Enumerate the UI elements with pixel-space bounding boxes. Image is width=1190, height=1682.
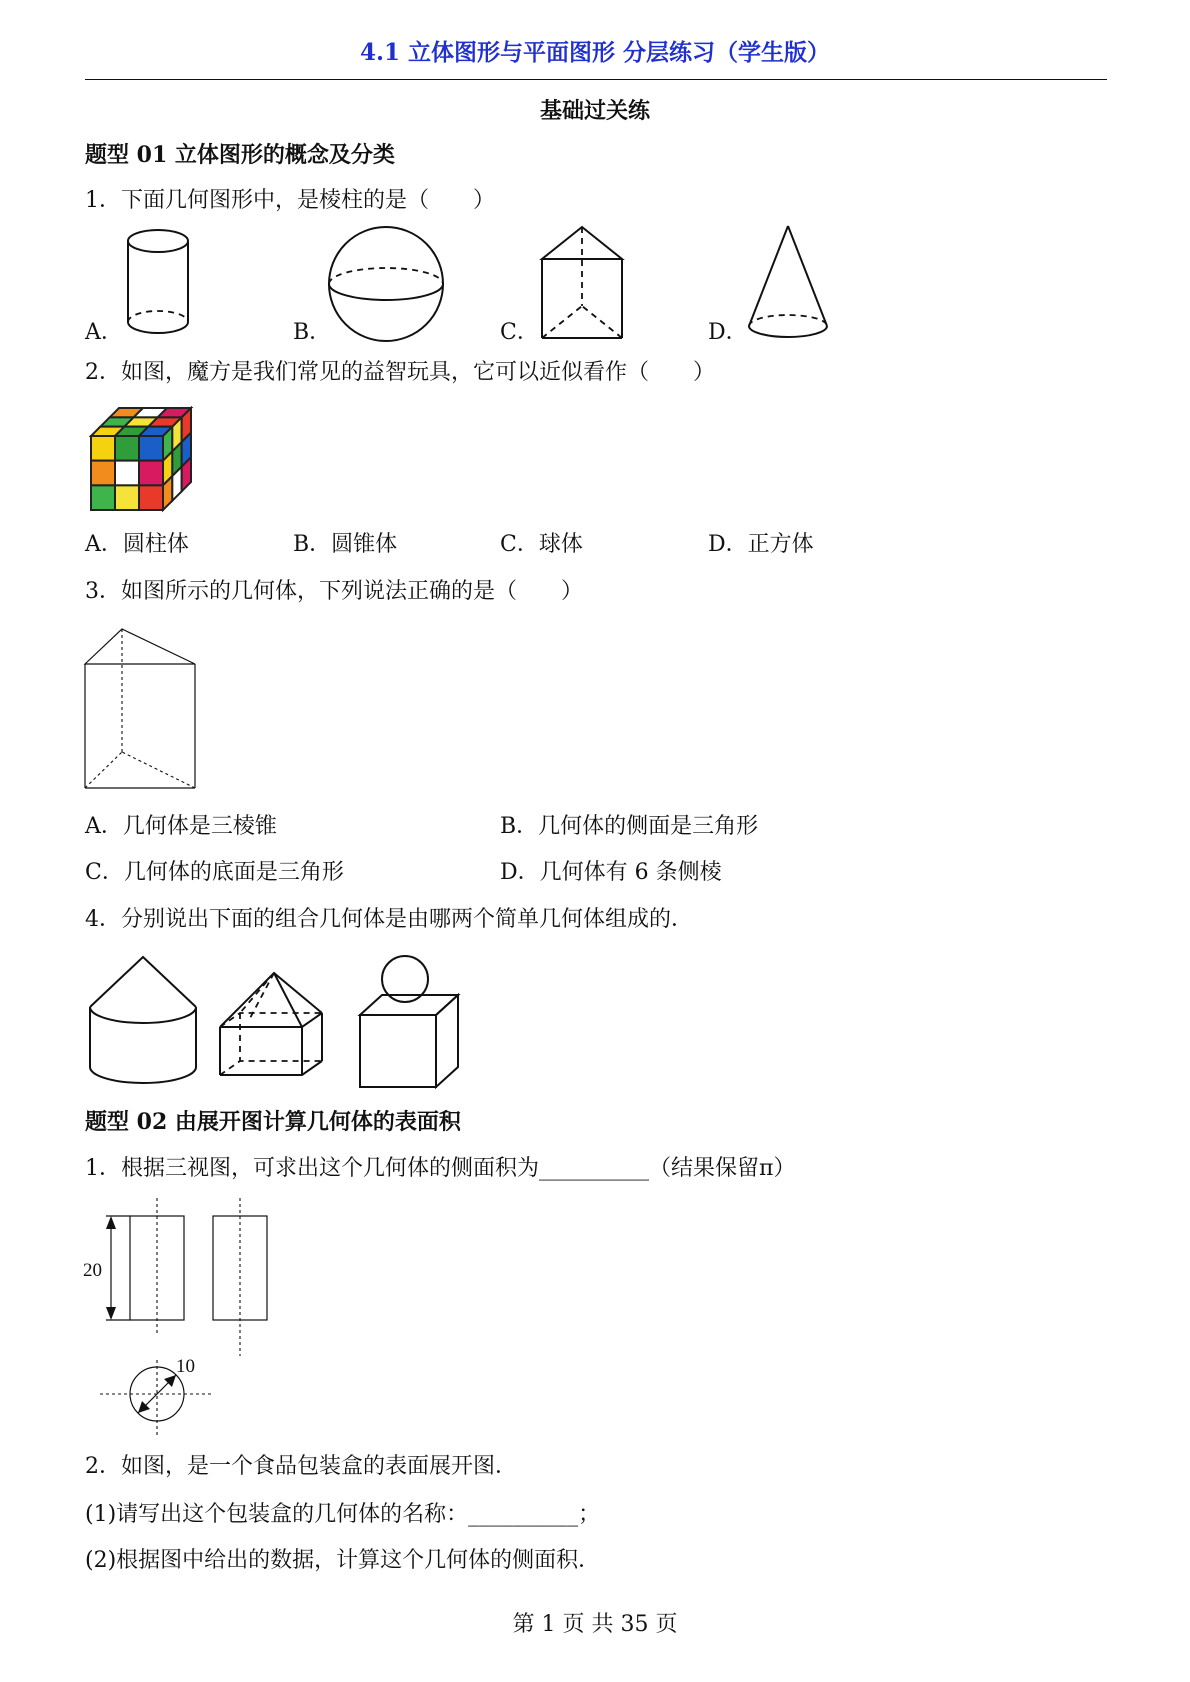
cube-sticker <box>91 436 115 461</box>
type01-heading: 题型 01 立体图形的概念及分类 <box>85 142 395 168</box>
q1-option-c: C． <box>500 320 539 345</box>
cube-sticker <box>139 461 163 486</box>
three-view-figure <box>82 1198 282 1438</box>
type02-q2-part1: (1)请写出这个包装盒的几何体的名称：__________； <box>85 1502 601 1527</box>
q3-stem: 3．如图所示的几何体，下列说法正确的是（ ） <box>85 579 583 604</box>
page-title: 4.1 立体图形与平面图形 分层练习（学生版） <box>359 39 831 66</box>
triangular-prism-figure <box>538 224 628 344</box>
q1-option-d: D． <box>708 320 748 345</box>
cube-sticker <box>91 485 115 510</box>
q4-stem: 4．分别说出下面的组合几何体是由哪两个简单几何体组成的． <box>85 907 693 932</box>
section-heading: 基础过关练 <box>539 98 650 124</box>
q3-option-c: C．几何体的底面是三角形 <box>85 860 344 885</box>
q2-option-b: B．圆锥体 <box>293 532 398 557</box>
cylinder-figure <box>120 222 200 344</box>
cube-sticker <box>115 461 139 486</box>
sphere-figure <box>328 226 448 344</box>
cube-sticker <box>115 485 139 510</box>
cube-sticker <box>115 436 139 461</box>
q3-option-a: A．几何体是三棱锥 <box>85 814 277 839</box>
q2-option-c: C．球体 <box>500 532 583 557</box>
q2-stem: 2．如图，魔方是我们常见的益智玩具，它可以近似看作（ ） <box>85 360 715 385</box>
type02-heading: 题型 02 由展开图计算几何体的表面积 <box>85 1109 461 1135</box>
type02-q2-stem: 2．如图，是一个食品包装盒的表面展开图． <box>85 1454 517 1479</box>
cone-cylinder-combo-figure <box>88 955 200 1087</box>
triangular-prism-figure-q3 <box>84 628 199 790</box>
page-footer: 第 1 页 共 35 页 <box>512 1612 678 1637</box>
diameter-label: 10 <box>176 1356 195 1377</box>
height-label: 20 <box>83 1260 102 1281</box>
type02-q1-stem: 1．根据三视图，可求出这个几何体的侧面积为__________（结果保留π） <box>85 1156 796 1181</box>
cube-sticker <box>139 436 163 461</box>
cone-figure <box>744 224 834 344</box>
cube-sticker <box>91 461 115 486</box>
q2-option-d: D．正方体 <box>708 532 814 557</box>
type02-q2-part2: (2)根据图中给出的数据，计算这个几何体的侧面积． <box>85 1548 601 1573</box>
sphere-cube-combo-figure <box>357 955 469 1087</box>
pyramid-prism-combo-figure <box>215 968 327 1080</box>
q3-option-d: D．几何体有 6 条侧棱 <box>500 860 722 885</box>
q1-stem: 1．下面几何图形中，是棱柱的是（ ） <box>85 188 495 213</box>
q1-option-b: B． <box>293 320 332 345</box>
q3-option-b: B．几何体的侧面是三角形 <box>500 814 759 839</box>
rubiks-cube-image <box>85 402 197 514</box>
header-rule <box>85 79 1107 80</box>
q2-option-a: A．圆柱体 <box>85 532 189 557</box>
q1-option-a: A． <box>85 320 123 345</box>
cube-sticker <box>139 485 163 510</box>
